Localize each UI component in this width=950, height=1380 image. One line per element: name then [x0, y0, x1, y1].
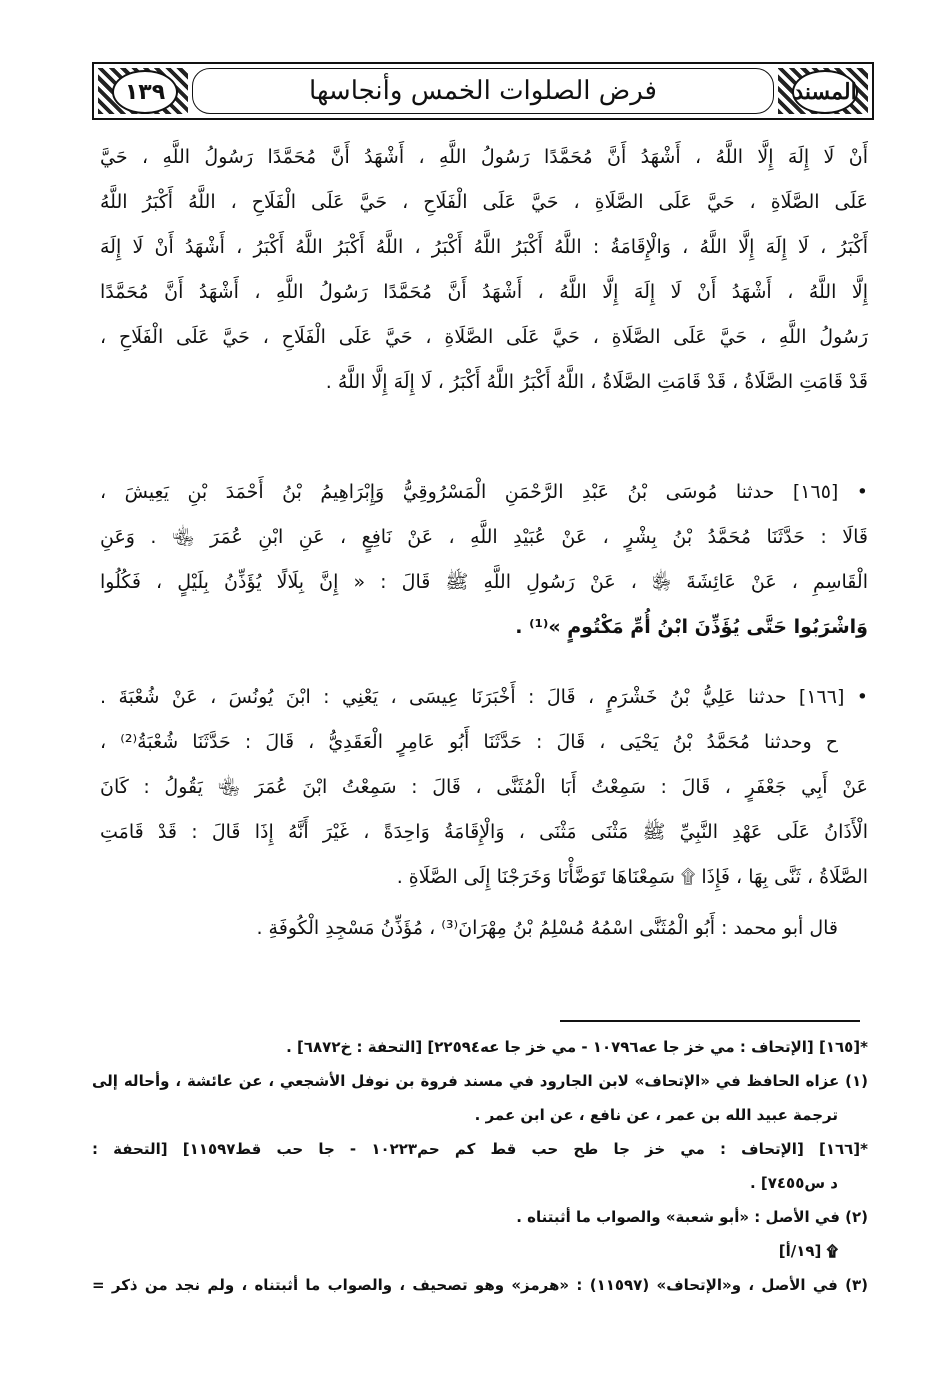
abu-muhammad-note: قال أبو محمد : أَبُو الْمُثَنَّى اسْمُهُ مُسْلِمُ بْنُ مِهْرَانَ⁽³⁾ ، مُؤَذِّنُ مَسْجِدِ الْكُوفَةِ .: [256, 917, 838, 939]
text-line: • [١٦٥] حدثنا مُوسَى بْنُ عَبْدِ الرَّحْمَنِ الْمَسْرُوقِيُّ وَإِبْرَاهِيمُ بْنُ أَحْمَدَ بْنِ يَعِيشَ ،: [100, 481, 868, 503]
book-logo: المسند: [792, 70, 858, 114]
footnote: (٣) في الأصل ، و«الإتحاف» (١١٥٩٧) : «هرمز» وهو تصحيف ، والصواب ما أثبتناه ، ولم نجد من ذكر =: [92, 1276, 868, 1294]
header-ornament-right: [778, 68, 868, 114]
text-line: • [١٦٦] حدثنا عَلِيُّ بْنُ خَشْرَمٍ ، قَالَ : أَخْبَرَنَا عِيسَى ، يَعْنِي : ابْنَ يُونُسَ ، عَنْ شُعْبَةَ .: [100, 686, 868, 708]
footnote: ترجمة عبيد الله بن عمر ، عن نافع ، عن ابن عمر .: [474, 1106, 838, 1124]
footnotes: [92, 1030, 868, 1302]
footnote: (٢) في الأصل : «أبو شعبة» والصواب ما أثبتناه .: [516, 1208, 868, 1226]
footnote: (١) عزاه الحافظ في «الإتحاف» لابن الجارود في مسند فروة بن نوفل الأشجعي ، عن عائشة ، وأحاله إلى: [92, 1072, 868, 1090]
header-ornament-left: [98, 68, 188, 114]
text-line: قَالَا : حَدَّثَنَا مُحَمَّدُ بْنُ بِشْرٍ ، عَنْ عُبَيْدِ اللَّهِ ، عَنْ نَافِعٍ ، عَنِ ابْنِ عُمَرَ ﵄ . وَعَنِ: [100, 526, 868, 548]
text-line: الْأَذَانُ عَلَى عَهْدِ النَّبِيِّ ﷺ مَثْنَى مَثْنَى ، وَالْإِقَامَةُ وَاحِدَةً ، غَيْرَ أَنَّهُ إِذَا قَالَ : قَدْ قَامَتِ: [100, 821, 868, 843]
page-number: ١٣٩: [112, 70, 178, 114]
footnote-separator: [560, 1020, 860, 1022]
text-line: إِلَّا اللَّهُ ، أَشْهَدُ أَنْ لَا إِلَهَ إِلَّا اللَّهُ ، أَشْهَدُ أَنَّ مُحَمَّدًا رَسُولُ اللَّهِ ، أَشْهَدُ أَنَّ مُحَمَّدًا: [100, 281, 868, 303]
footnote: د س٧٤٥٥] .: [749, 1174, 838, 1192]
text-line: ح وحدثنا مُحَمَّدُ بْنُ يَحْيَى ، قَالَ : حَدَّثَنَا أَبُو عَامِرٍ الْعَقَدِيُّ ، قَالَ : حَدَّثَنَا شُعْبَةُ⁽²⁾ ،: [100, 731, 839, 753]
text-line: رَسُولُ اللَّهِ ، حَيَّ عَلَى الصَّلَاةِ ، حَيَّ عَلَى الصَّلَاةِ ، حَيَّ عَلَى الْفَلَاحِ ، حَيَّ عَلَى الْفَلَاحِ ،: [100, 326, 868, 348]
chapter-title: فرض الصلوات الخمس وأنجاسها: [192, 68, 774, 114]
text-line: الْقَاسِمِ ، عَنْ عَائِشَةَ ﵂ ، عَنْ رَسُولِ اللَّهِ ﷺ قَالَ : « إِنَّ بِلَالًا يُؤَذِّنُ بِلَيْلٍ ، فَكُلُوا: [100, 571, 868, 593]
page-header: [92, 62, 874, 120]
text-line: أَنْ لَا إِلَهَ إِلَّا اللَّهُ ، أَشْهَدُ أَنَّ مُحَمَّدًا رَسُولُ اللَّهِ ، أَشْهَدُ أَنَّ مُحَمَّدًا رَسُولُ اللَّهِ ، حَيَّ: [100, 146, 868, 168]
footnote: *[١٦٦] [الإتحاف : مي خز جا طح حب قط كم حم١٠٢٢٣ - جا حب قط١١٥٩٧] [التحفة :: [92, 1140, 868, 1158]
text-line: عَلَى الصَّلَاةِ ، حَيَّ عَلَى الصَّلَاةِ ، حَيَّ عَلَى الْفَلَاحِ ، حَيَّ عَلَى الْفَلَاحِ ، اللَّهُ أَكْبَرُ اللَّهُ: [100, 191, 868, 213]
adhan-text: [100, 135, 868, 405]
text-line: عَنْ أَبِي جَعْفَرٍ ، قَالَ : سَمِعْتُ أَبَا الْمُثَنَّى ، قَالَ : سَمِعْتُ ابْنَ عُمَرَ ﵄ يَقُولُ : كَانَ: [100, 776, 868, 798]
text-line: وَاشْرَبُوا حَتَّى يُؤَذِّنَ ابْنُ أُمِّ مَكْتُومٍ »⁽¹⁾ .: [515, 616, 868, 638]
footnote: ۩ [١٩/أ]: [778, 1242, 838, 1260]
text-line: الصَّلَاةُ ، ثَنَّى بِهَا ، فَإِذَا ۩ سَمِعْنَاهَا تَوَضَّأْنَا وَخَرَجْنَا إِلَى الصَّلَاةِ .: [396, 866, 868, 888]
footnote: *[١٦٥] [الإتحاف : مي خز جا عه١٠٧٩٦ - مي خز جا عه٢٢٥٩٤] [التحفة : خ٦٨٧٢] .: [286, 1038, 868, 1056]
hadith-166: [100, 675, 868, 951]
text-line: قَدْ قَامَتِ الصَّلَاةُ ، قَدْ قَامَتِ الصَّلَاةُ ، اللَّهُ أَكْبَرُ اللَّهُ أَكْبَرُ ، لَا إِلَهَ إِلَّا اللَّهُ .: [325, 371, 868, 393]
hadith-165: [100, 470, 868, 650]
text-line: أَكْبَرُ ، لَا إِلَهَ إِلَّا اللَّهُ ، وَالْإِقَامَةُ : اللَّهُ أَكْبَرُ اللَّهُ أَكْبَرُ ، اللَّهُ أَكْبَرُ اللَّهُ أَكْبَرُ ، أَشْهَدُ أَنْ لَا إِلَهَ: [100, 236, 868, 258]
